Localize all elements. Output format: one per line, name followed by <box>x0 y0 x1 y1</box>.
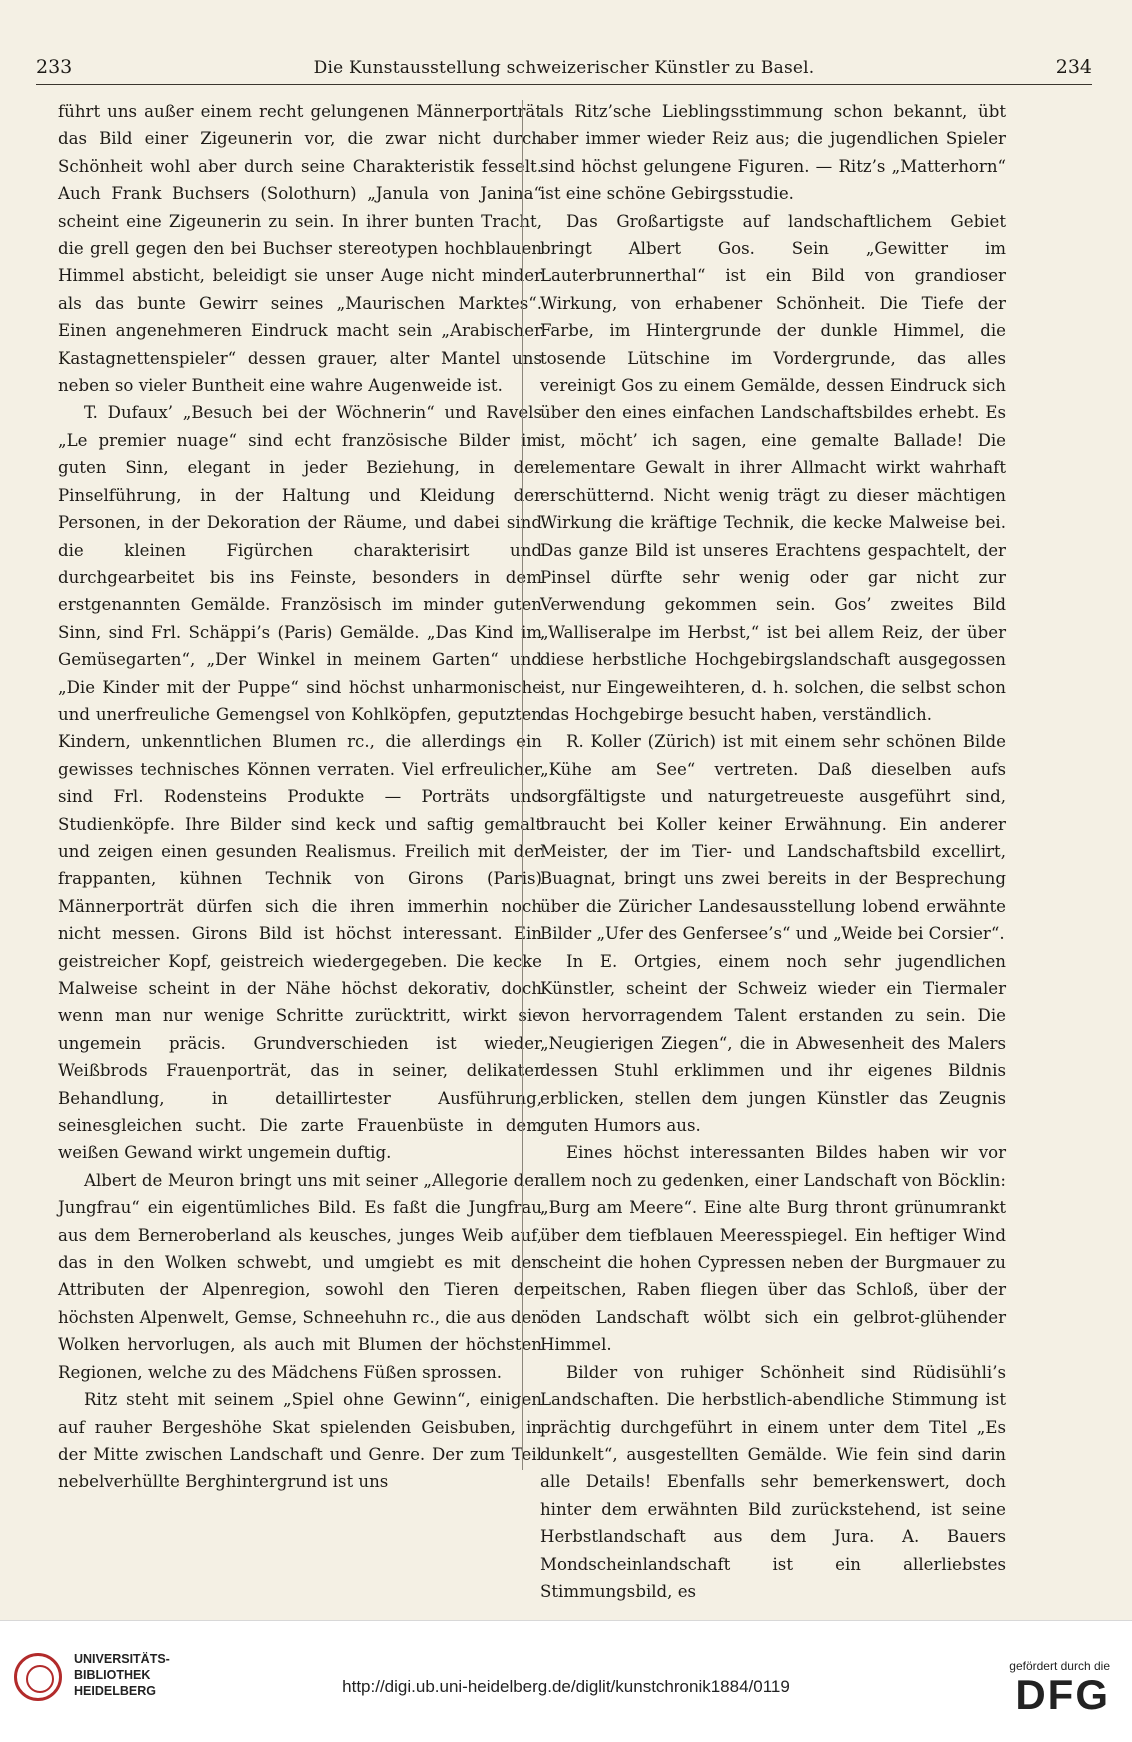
page-number-right: 234 <box>1055 56 1092 78</box>
left-paragraph-2: T. Dufaux’ „Besuch bei der Wöchnerin“ und Ravels „Le premier nuage“ sind echt französische Bilder im guten Sinn, elegant in jeder Beziehung, in der Pinselführung, in der Haltung und Kleidung der Personen, in der Dekoration der Räume, und dabei sind die kleinen Figürchen charakterisirt und durchgearbeitet bis ins Feinste, besonders in dem erstgenannten Gemälde. Französisch im minder guten Sinn, sind Frl. Schäppi’s (Paris) Gemälde. „Das Kind im Gemüsegarten“, „Der Winkel in meinem Garten“ und „Die Kinder mit der Puppe“ sind höchst unharmonische und unerfreuliche Gemengsel von Kohlköpfen, geputzten Kindern, unkenntlichen Blumen rc., die allerdings ein gewisses technisches Können verraten. Viel erfreulicher sind Frl. Rodensteins Produkte — Porträts und Studienköpfe. Ihre Bilder sind keck und saftig gemalt und zeigen einen gesunden Realismus. Freilich mit der frappanten, kühnen Technik von Girons (Paris) Männerporträt dürfen sich die ihren immerhin noch nicht messen. Girons Bild ist höchst interessant. Ein geistreicher Kopf, geistreich wiedergegeben. Die kecke Malweise scheint in der Nähe höchst dekorativ, doch wenn man nur wenige Schritte zurücktritt, wirkt sie ungemein präcis. Grundverschieden ist wieder Weißbrods Frauenporträt, das in seiner, delikater Behandlung, in detaillirtester Ausführung, seinesgleichen sucht. Die zarte Frauenbüste in dem weißen Gewand wirkt ungemein duftig. <box>58 403 542 1163</box>
dfg-wordmark: DFG <box>1015 1671 1110 1718</box>
digitization-footer <box>0 1620 1132 1742</box>
left-paragraph-1: führt uns außer einem recht gelungenen Männerporträt das Bild einer Zigeunerin vor, die zwar nicht durch Schönheit wohl aber durch seine Charakteristik fesselt. Auch Frank Buchsers (Solothurn) „Janula von Janina“ scheint eine Zigeunerin zu sein. In ihrer bunten Tracht, die grell gegen den bei Buchser stereotypen hochblauen Himmel absticht, beleidigt sie unser Auge nicht minder als das bunte Gewirr seines „Maurischen Marktes“. Einen angenehmeren Eindruck macht sein „Arabischer Kastagnettenspieler“ dessen grauer, alter Mantel uns neben so vieler Buntheit eine wahre Augenweide ist. <box>58 102 542 396</box>
running-title: Die Kunstausstellung schweizerischer Künstler zu Basel. <box>313 58 815 78</box>
header-rule <box>36 84 1092 85</box>
right-paragraph-3: R. Koller (Zürich) ist mit einem sehr schönen Bilde „Kühe am See“ vertreten. Daß dieselben aufs sorgfältigste und naturgetreueste ausgeführt sind, braucht bei Koller keiner Erwähnung. Ein anderer Meister, der im Tier- und Landschaftsbild excellirt, Buagnat, bringt uns zwei bereits in der Besprechung über die Züricher Landesausstellung lobend erwähnte Bilder „Ufer des Genfersee’s“ und „Weide bei Corsier“. <box>540 732 1006 944</box>
funded-by-text: gefördert durch die <box>1009 1659 1110 1673</box>
right-paragraph-5: Eines höchst interessanten Bildes haben wir vor allem noch zu gedenken, einer Landschaft von Böcklin: „Burg am Meere“. Eine alte Burg thront grünumrankt über dem tiefblauen Meeresspiegel. Ein heftiger Wind scheint die hohen Cypressen neben der Burgmauer zu peitschen, Raben fliegen über das Schloß, über der öden Landschaft wölbt sich ein gelbrot-glühender Himmel. <box>540 1143 1006 1355</box>
permalink-url[interactable]: http://digi.ub.uni-heidelberg.de/diglit/kunstchronik1884/0119 <box>342 1677 790 1696</box>
running-header <box>36 48 1092 88</box>
right-paragraph-4: In E. Ortgies, einem noch sehr jugendlichen Künstler, scheint der Schweiz wieder ein Tiermaler von hervorragendem Talent erstanden zu sein. Die „Neugierigen Ziegen“, die in Abwesenheit des Malers dessen Stuhl erklimmen und ihr eigenes Bildnis erblicken, stellen dem jungen Künstler das Zeugnis guten Humors aus. <box>540 951 1006 1136</box>
right-paragraph-2: Das Großartigste auf landschaftlichem Gebiet bringt Albert Gos. Sein „Gewitter im Lauterbrunnerthal“ ist ein Bild von grandioser Wirkung, von erhabener Schönheit. Die Tiefe der Farbe, im Hintergrunde der dunkle Himmel, die tosende Lütschine im Vordergrunde, das alles vereinigt Gos zu einem Gemälde, dessen Eindruck sich über den eines einfachen Landschaftsbildes erhebt. Es ist, möcht’ ich sagen, eine gemalte Ballade! Die elementare Gewalt in ihrer Allmacht wirkt wahrhaft erschütternd. Nicht wenig trägt zu dieser mächtigen Wirkung die kräftige Technik, die kecke Malweise bei. Das ganze Bild ist unseres Erachtens gespachtelt, der Pinsel dürfte sehr wenig oder gar nicht zur Verwendung gekommen sein. Gos’ zweites Bild „Walliseralpe im Herbst,“ ist bei allem Reiz, der über diese herbstliche Hochgebirgslandschaft ausgegossen ist, nur Eingeweihteren, d. h. solchen, die selbst schon das Hochgebirge besucht haben, verständlich. <box>540 211 1006 724</box>
left-paragraph-4: Ritz steht mit seinem „Spiel ohne Gewinn“, einigen auf rauher Bergeshöhe Skat spielenden Geisbuben, in der Mitte zwischen Landschaft und Genre. Der zum Teil nebelverhüllte Berghintergrund ist uns <box>58 1390 542 1492</box>
column-divider <box>522 100 523 1470</box>
left-paragraph-3: Albert de Meuron bringt uns mit seiner „Allegorie der Jungfrau“ ein eigentümliches Bild. Es faßt die Jungfrau aus dem Berneroberland als keusches, junges Weib auf, das in den Wolken schwebt, und umgiebt es mit den Attributen der Alpenregion, sowohl den Tieren der höchsten Alpenwelt, Gemse, Schneehuhn rc., die aus den Wolken hervorlugen, als auch mit Blumen der höchsten Regionen, welche zu des Mädchens Füßen sprossen. <box>58 1170 542 1382</box>
left-column <box>58 98 542 1496</box>
dfg-logo[interactable] <box>960 1659 1110 1717</box>
right-paragraph-6: Bilder von ruhiger Schönheit sind Rüdisühli’s Landschaften. Die herbstlich-abendliche Stimmung ist prächtig durchgeführt in einem unter dem Titel „Es dunkelt“, ausgestellten Gemälde. Wie fein sind darin alle Details! Ebenfalls sehr bemerkenswert, doch hinter dem erwähnten Bild zurückstehend, ist seine Herbstlandschaft aus dem Jura. A. Bauers Mondscheinlandschaft ist ein allerliebstes Stimmungsbild, es <box>540 1362 1006 1601</box>
right-paragraph-1: als Ritz’sche Lieblingsstimmung schon bekannt, übt aber immer wieder Reiz aus; die jugendlichen Spieler sind höchst gelungene Figuren. — Ritz’s „Matterhorn“ ist eine schöne Gebirgsstudie. <box>540 102 1006 204</box>
right-column <box>540 98 1006 1605</box>
library-logo-text: UNIVERSITÄTS- BIBLIOTHEK HEIDELBERG <box>74 1652 170 1698</box>
page-number-left: 233 <box>36 56 73 78</box>
